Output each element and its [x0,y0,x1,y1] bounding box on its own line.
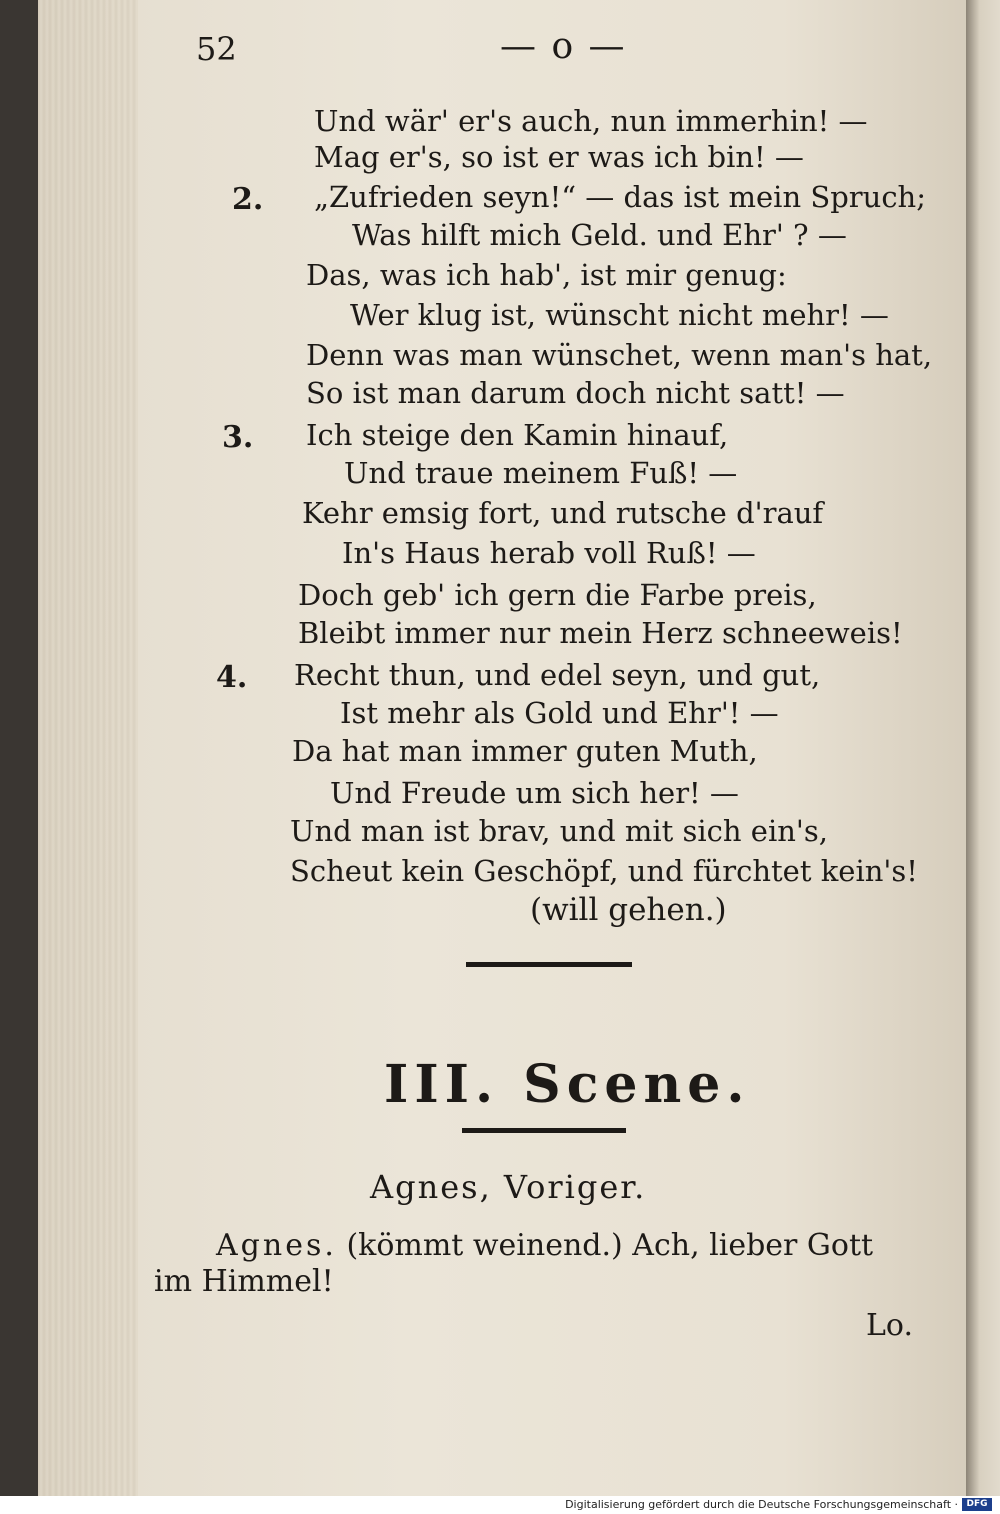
verse-line: Kehr emsig fort, und rutsche d'rauf [302,496,824,530]
verse-line: Doch geb' ich gern die Farbe preis, [298,578,817,612]
page-edges [38,0,138,1496]
verse-line: Und traue meinem Fuß! — [344,456,738,490]
verse-line: Und Freude um sich her! — [330,776,739,810]
divider-rule [462,1128,626,1133]
verse-line: Das, was ich hab', ist mir genug: [306,258,787,292]
stanza-number: 2. [232,182,264,217]
stage-direction: (will gehen.) [530,892,727,928]
stanza-number: 3. [222,420,254,455]
verse-line: So ist man darum doch nicht satt! — [306,376,845,410]
verse-line: Wer klug ist, wünscht nicht mehr! — [350,298,889,332]
stanza-number: 4. [216,660,248,695]
verse-line: Und man ist brav, und mit sich ein's, [290,814,828,848]
verse-line: Denn was man wünschet, wenn man's hat, [306,338,933,372]
verse-line: Da hat man immer guten Muth, [292,734,758,768]
speech-line-1 [216,1228,873,1263]
footer-bar [0,1496,1000,1514]
divider-rule [466,962,632,967]
verse-line: Ist mehr als Gold und Ehr'! — [340,696,779,730]
verse-line: „Zufrieden seyn!“ — das ist mein Spruch; [314,180,927,214]
facing-page-edge [966,0,1000,1496]
verse-line: Ich steige den Kamin hinauf, [306,418,729,452]
speech-direction: (kömmt weinend.) [346,1228,623,1263]
scene-title: III. Scene. [384,1054,751,1115]
speech-text: Ach, lieber Gott [632,1228,874,1263]
cast-list: Agnes, Voriger. [370,1168,647,1206]
verse-line: Und wär' er's auch, nun immerhin! — [314,104,868,138]
digitization-credit: Digitalisierung gefördert durch die Deutsche Forschungsgemeinschaft · [565,1498,958,1511]
verse-line: In's Haus herab voll Ruß! — [342,536,756,570]
header-ornament: — o — [500,26,627,67]
verse-line: Recht thun, und edel seyn, und gut, [294,658,821,692]
verse-line: Mag er's, so ist er was ich bin! — [314,140,804,174]
verse-line: Bleibt immer nur mein Herz schneeweis! [298,616,903,650]
verse-line: Was hilft mich Geld. und Ehr' ? — [352,218,847,252]
verse-line: Scheut kein Geschöpf, und fürchtet kein's! [290,854,918,888]
speaker-name: Agnes. [216,1228,337,1263]
speech-line-2: im Himmel! [154,1264,334,1299]
dfg-logo: DFG [962,1498,992,1511]
catchword: Lo. [866,1308,913,1343]
page-number: 52 [196,30,237,68]
